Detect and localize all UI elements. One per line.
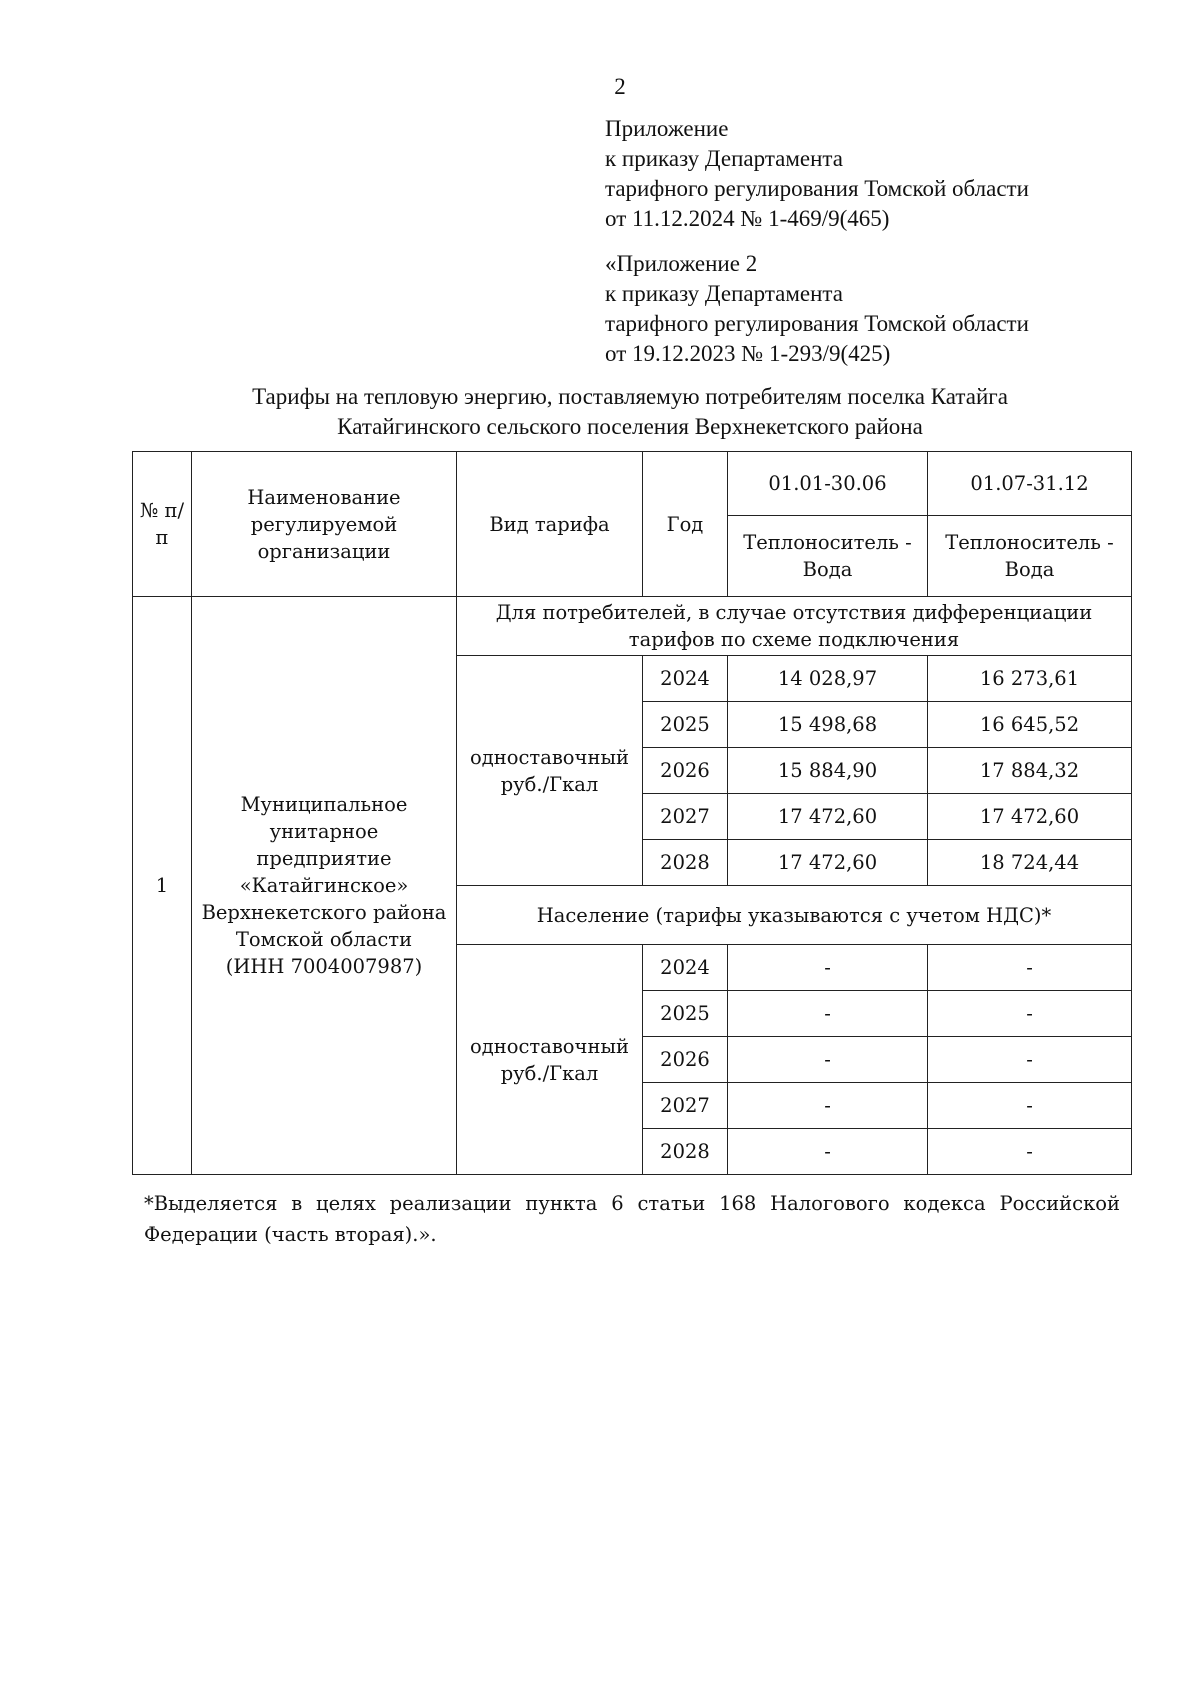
appendix-header-original xyxy=(605,249,1125,369)
org-line: унитарное xyxy=(269,820,379,843)
value-h1-cell: - xyxy=(728,1083,928,1129)
appendix-header-current xyxy=(605,114,1125,234)
header-carrier-1: Теплоноситель - Вода xyxy=(728,516,928,597)
tariff-table-container xyxy=(132,451,1131,1175)
appendix-line: тарифного регулирования Томской области xyxy=(605,176,1029,201)
value-h2-cell: - xyxy=(928,1037,1132,1083)
value-h2-cell: 16 645,52 xyxy=(928,702,1132,748)
year-cell: 2027 xyxy=(643,1083,728,1129)
header-period-2: 01.07-31.12 xyxy=(928,452,1132,516)
year-cell: 2028 xyxy=(643,840,728,886)
tariff-table xyxy=(132,451,1132,1175)
title-line-2: Катайгинского сельского поселения Верхнекетского района xyxy=(337,414,923,439)
value-h1-cell: - xyxy=(728,991,928,1037)
org-line: Муниципальное xyxy=(240,793,408,816)
appendix-line: от 11.12.2024 № 1-469/9(465) xyxy=(605,206,890,231)
value-h2-cell: 16 273,61 xyxy=(928,656,1132,702)
org-line: Верхнекетского района xyxy=(201,901,447,924)
appendix-line: от 19.12.2023 № 1-293/9(425) xyxy=(605,341,891,366)
section-title-population: Население (тарифы указываются с учетом НДС)* xyxy=(457,886,1132,945)
year-cell: 2025 xyxy=(643,702,728,748)
value-h2-cell: - xyxy=(928,1129,1132,1175)
org-line: предприятие xyxy=(256,847,392,870)
value-h2-cell: - xyxy=(928,945,1132,991)
organization-name xyxy=(192,597,457,1175)
year-cell: 2026 xyxy=(643,748,728,794)
section-row xyxy=(133,597,1132,656)
year-cell: 2026 xyxy=(643,1037,728,1083)
year-cell: 2024 xyxy=(643,656,728,702)
value-h1-cell: - xyxy=(728,1037,928,1083)
header-period-1: 01.01-30.06 xyxy=(728,452,928,516)
header-year: Год xyxy=(643,452,728,597)
value-h2-cell: - xyxy=(928,991,1132,1037)
year-cell: 2024 xyxy=(643,945,728,991)
section-title-consumers: Для потребителей, в случае отсутствия дифференциации тарифов по схеме подключения xyxy=(457,597,1132,656)
year-cell: 2027 xyxy=(643,794,728,840)
footnote: *Выделяется в целях реализации пункта 6 статьи 168 Налогового кодекса Российской Федерации (часть вторая).». xyxy=(144,1192,1120,1246)
value-h2-cell: - xyxy=(928,1083,1132,1129)
value-h1-cell: 15 498,68 xyxy=(728,702,928,748)
row-number: 1 xyxy=(133,597,192,1175)
value-h1-cell: - xyxy=(728,1129,928,1175)
title-line-1: Тарифы на тепловую энергию, поставляемую потребителям поселка Катайга xyxy=(252,384,1008,409)
value-h2-cell: 17 884,32 xyxy=(928,748,1132,794)
appendix-line: к приказу Департамента xyxy=(605,281,843,306)
value-h2-cell: 18 724,44 xyxy=(928,840,1132,886)
year-cell: 2028 xyxy=(643,1129,728,1175)
header-carrier-2: Теплоноситель - Вода xyxy=(928,516,1132,597)
org-line: Томской области xyxy=(235,928,413,951)
page-number: 2 xyxy=(614,74,626,99)
appendix-line: тарифного регулирования Томской области xyxy=(605,311,1029,336)
org-line: «Катайгинское» xyxy=(239,874,409,897)
document-title xyxy=(130,382,1130,442)
tariff-type-cell: одноставочный руб./Гкал xyxy=(457,945,643,1175)
value-h1-cell: - xyxy=(728,945,928,991)
appendix-line: «Приложение 2 xyxy=(605,251,758,276)
value-h2-cell: 17 472,60 xyxy=(928,794,1132,840)
appendix-line: к приказу Департамента xyxy=(605,146,843,171)
appendix-line: Приложение xyxy=(605,116,729,141)
tariff-type-cell: одноставочный руб./Гкал xyxy=(457,656,643,886)
header-row xyxy=(133,452,1132,516)
value-h1-cell: 17 472,60 xyxy=(728,794,928,840)
org-line: (ИНН 7004007987) xyxy=(225,955,423,978)
header-tariff-type: Вид тарифа xyxy=(457,452,643,597)
header-num: № п/п xyxy=(133,452,192,597)
header-org: Наименование регулируемой организации xyxy=(192,452,457,597)
value-h1-cell: 14 028,97 xyxy=(728,656,928,702)
year-cell: 2025 xyxy=(643,991,728,1037)
value-h1-cell: 17 472,60 xyxy=(728,840,928,886)
value-h1-cell: 15 884,90 xyxy=(728,748,928,794)
